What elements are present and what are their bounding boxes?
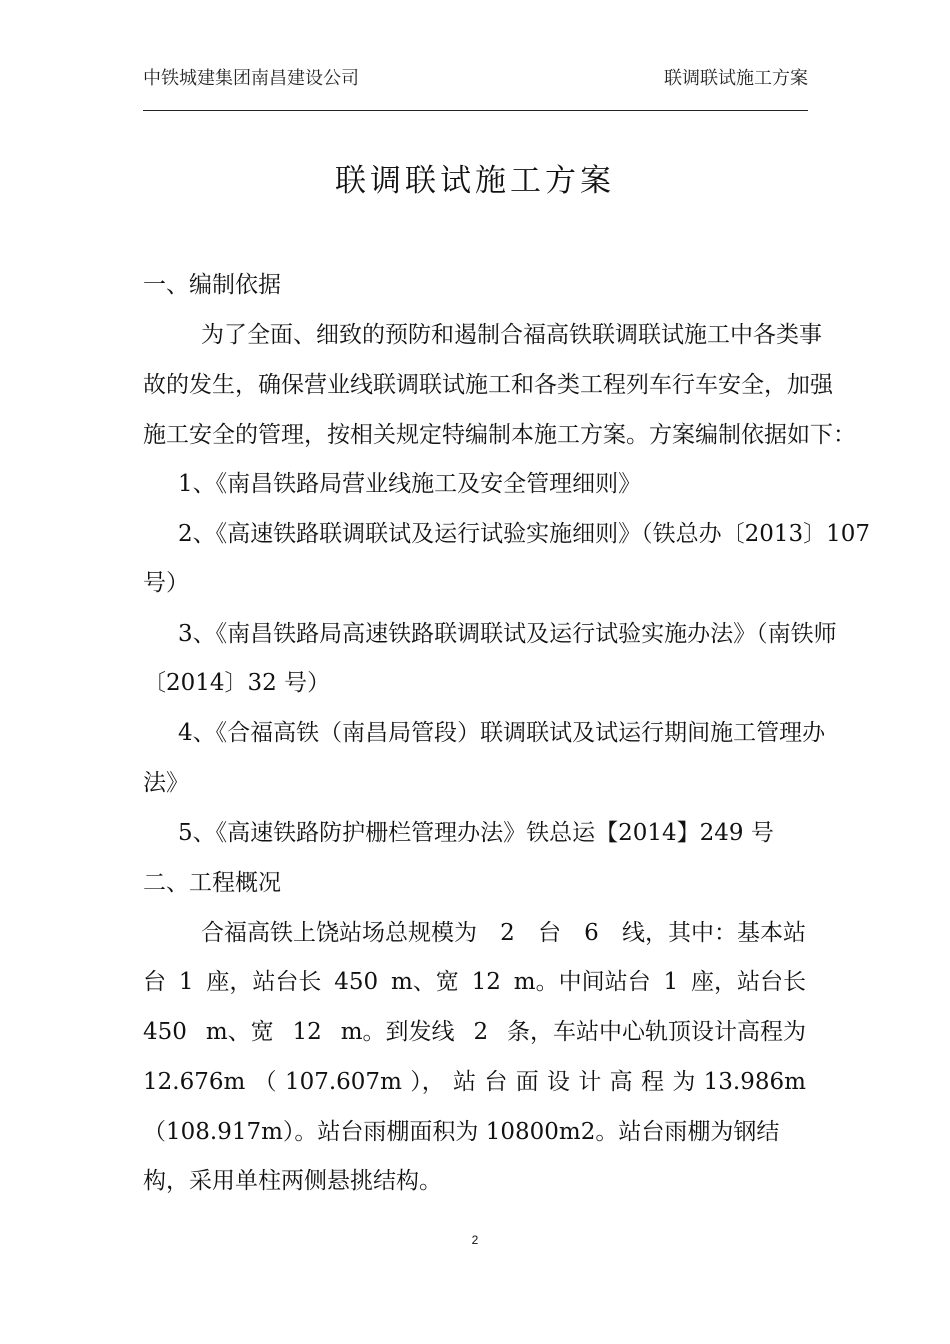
header-divider [143,110,808,111]
paragraph-line: 施工安全的管理，按相关规定特编制本施工方案。方案编制依据如下： [143,422,856,448]
basis-item-3-continuation: 〔2014〕32 号） [143,670,331,696]
overview-line: 台 1 座，站台长 450 m、宽 12 m。中间站台 1 座，站台长 [143,969,806,995]
page-header [143,64,808,94]
document-title: 联调联试施工方案 [335,163,615,199]
overview-line: 合福高铁上饶站场总规模为 2 台 6 线，其中：基本站 [201,920,806,946]
basis-item-5: 5、《高速铁路防护栅栏管理办法》铁总运【2014】249 号 [178,820,774,846]
header-company: 中铁城建集团南昌建设公司 [143,68,359,89]
page-number: 2 [471,1233,479,1247]
overview-line: 12.676m （ 107.607m ）， 站 台 面 设 计 高 程 为 13.986m [143,1069,806,1095]
basis-item-4-continuation: 法》 [143,770,189,796]
basis-item-2: 2、《高速铁路联调联试及运行试验实施细则》（铁总办〔2013〕107 [178,521,871,547]
overview-line: （108.917m）。站台雨棚面积为 10800m2。站台雨棚为钢结 [143,1119,780,1145]
basis-item-1: 1、《南昌铁路局营业线施工及安全管理细则》 [178,471,642,497]
paragraph-line: 故的发生，确保营业线联调联试施工和各类工程列车行车安全，加强 [143,372,833,398]
basis-item-4: 4、《合福高铁（南昌局管段）联调联试及试运行期间施工管理办 [178,720,826,746]
overview-line: 构，采用单柱两侧悬挑结构。 [143,1168,442,1194]
basis-item-2-continuation: 号） [143,570,189,596]
basis-item-3: 3、《南昌铁路局高速铁路联调联试及运行试验实施办法》（南铁师 [178,621,837,647]
overview-line: 450 m、宽 12 m。到发线 2 条，车站中心轨顶设计高程为 [143,1019,806,1045]
paragraph-line: 为了全面、细致的预防和遏制合福高铁联调联试施工中各类事 [201,322,822,348]
section-heading-overview: 二、工程概况 [143,870,281,896]
header-doc-title: 联调联试施工方案 [664,68,808,89]
section-heading-basis: 一、编制依据 [143,272,281,298]
